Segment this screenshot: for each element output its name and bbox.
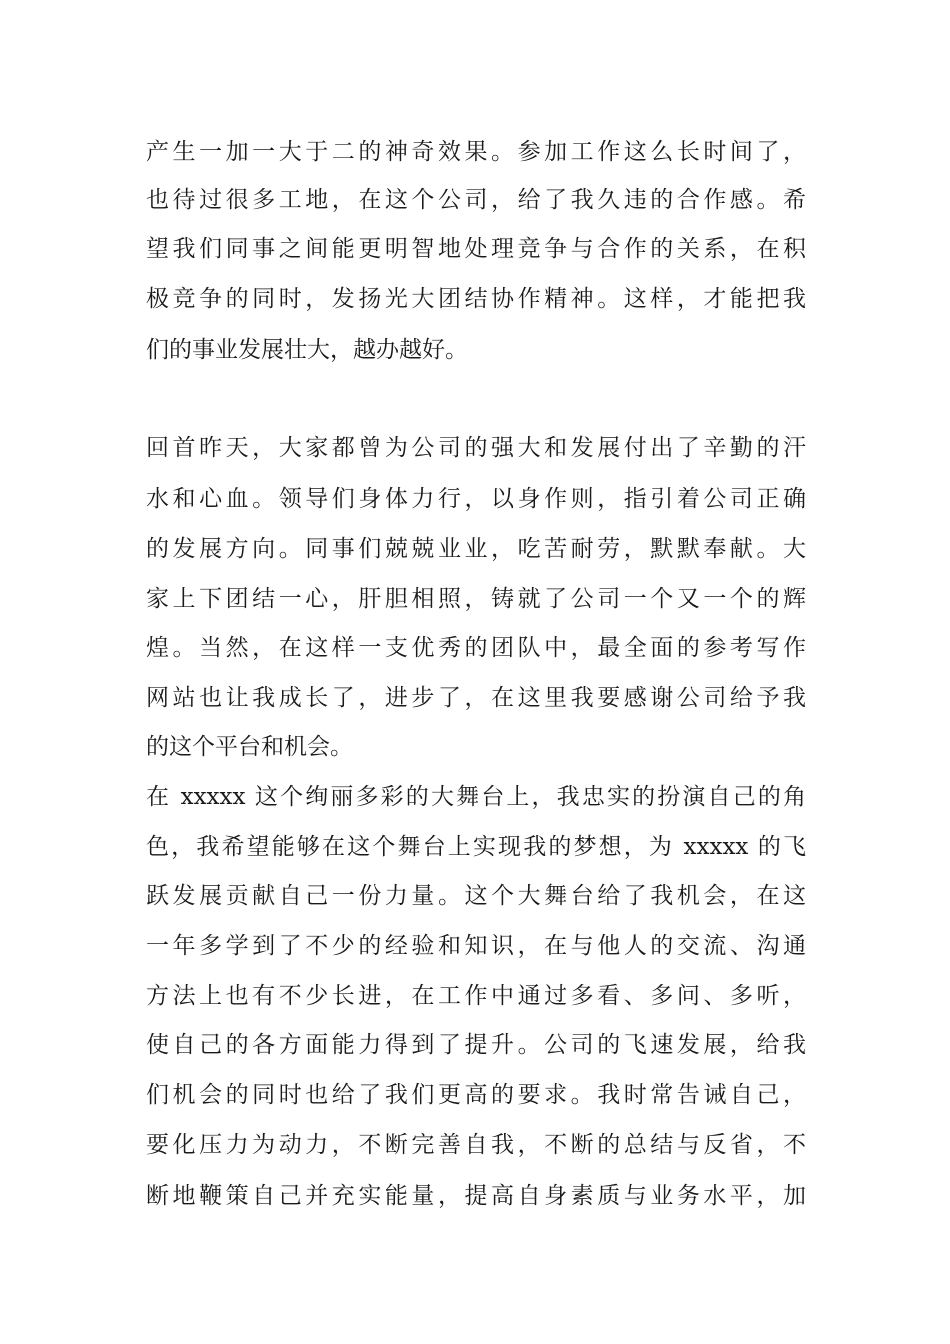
paragraph-1-line-3: 望我们同事之间能更明智地处理竞争与合作的关系，在积 <box>146 236 806 262</box>
paragraph-1-line-2: 也待过很多工地，在这个公司，给了我久违的合作感。希 <box>146 187 806 213</box>
paragraph-1-line-1: 产生一加一大于二的神奇效果。参加工作这么长时间了， <box>146 139 806 165</box>
paragraph-2-line-4: 家上下团结一心，肝胆相照，铸就了公司一个又一个的辉 <box>146 586 806 612</box>
paragraph-3-line-3: 跃发展贡献自己一份力量。这个大舞台给了我机会，在这 <box>146 883 806 909</box>
paragraph-2-line-6: 网站也让我成长了，进步了，在这里我要感谢公司给予我 <box>146 685 806 711</box>
paragraph-2-line-1: 回首昨天，大家都曾为公司的强大和发展付出了辛勤的汗 <box>146 435 806 461</box>
paragraph-3-line-8: 要化压力为动力，不断完善自我，不断的总结与反省，不 <box>146 1132 806 1158</box>
paragraph-1-line-5: 们的事业发展壮大，越办越好。 <box>146 337 468 363</box>
paragraph-3-line-5: 方法上也有不少长进，在工作中通过多看、多问、多听， <box>146 983 806 1009</box>
paragraph-2-line-2: 水和心血。领导们身体力行，以身作则，指引着公司正确 <box>146 486 806 512</box>
paragraph-3-line-6: 使自己的各方面能力得到了提升。公司的飞速发展，给我 <box>146 1032 806 1058</box>
paragraph-3-line-7: 们机会的同时也给了我们更高的要求。我时常告诫自己， <box>146 1082 806 1108</box>
paragraph-3-line-2: 色，我希望能够在这个舞台上实现我的梦想，为 xxxxx 的飞 <box>146 834 806 860</box>
paragraph-2-line-3: 的发展方向。同事们兢兢业业，吃苦耐劳，默默奉献。大 <box>146 536 806 562</box>
paragraph-3-line-9: 断地鞭策自己并充实能量，提高自身素质与业务水平，加 <box>146 1183 806 1209</box>
paragraph-1-line-4: 极竞争的同时，发扬光大团结协作精神。这样，才能把我 <box>146 286 806 312</box>
paragraph-2-line-5: 煌。当然，在这样一支优秀的团队中，最全面的参考写作 <box>146 635 806 661</box>
paragraph-3-line-4: 一年多学到了不少的经验和知识，在与他人的交流、沟通 <box>146 933 806 959</box>
paragraph-2-line-7: 的这个平台和机会。 <box>146 734 353 760</box>
paragraph-3-line-1: 在 xxxxx 这个绚丽多彩的大舞台上，我忠实的扮演自己的角 <box>146 784 806 810</box>
